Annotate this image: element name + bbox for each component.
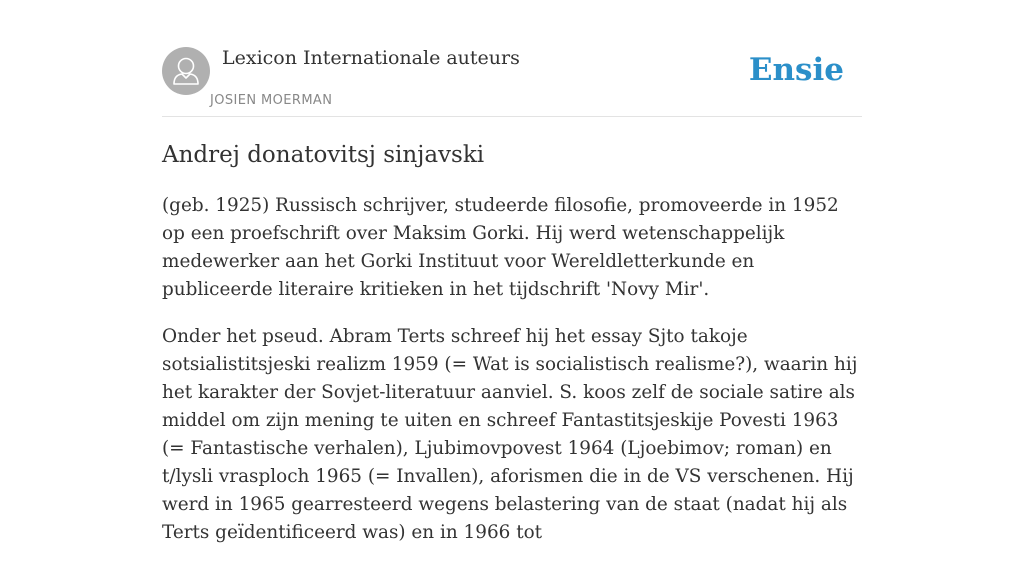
page-container	[162, 0, 862, 543]
user-avatar-icon	[162, 47, 210, 95]
collection-title-link[interactable]: Lexicon Internationale auteurs	[222, 47, 520, 69]
article-paragraph: (geb. 1925) Russisch schrijver, studeerde filosofie, promoveerde in 1952 op een proefschrift over Maksim Gorki. Hij werd wetenschappelijk medewerker aan het Gorki Instituut voor Wereldletterkunde en publiceerde literaire kritieken in het tijdschrift 'Novy Mir'.	[162, 195, 839, 300]
author-name-link[interactable]: JOSIEN MOERMAN	[210, 93, 333, 108]
author-avatar[interactable]	[162, 47, 210, 95]
article-title: Andrej donatovitsj sinjavski	[162, 142, 485, 168]
brand-logo[interactable]: Ensie	[748, 52, 844, 88]
article-paragraph: Onder het pseud. Abram Terts schreef hij het essay Sjto takoje sotsialistitsjeski realizm 1959 (= Wat is socialistisch realisme?), waarin hij het karakter der Sovjet-literatuur aanviel. S. koos zelf de sociale satire als middel om zijn mening te uiten en schreef Fantastitsjeskije Povesti 1963 (= Fantastische verhalen), Ljubimovpovest 1964 (Ljoebimov; roman) en t/lysli vrasploch 1965 (= Invallen), aforismen die in de VS verschenen. Hij werd in 1965 gearresteerd wegens belastering van de staat (nadat hij als Terts geïdentificeerd was) en in 1966 tot	[162, 326, 858, 543]
article-body	[162, 192, 862, 566]
page-header	[162, 0, 862, 117]
